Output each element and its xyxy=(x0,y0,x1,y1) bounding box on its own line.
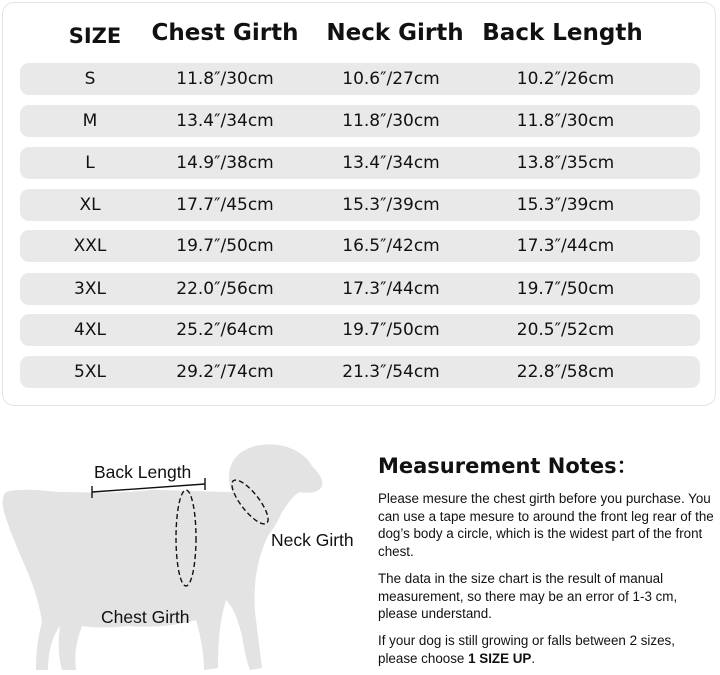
neck-girth-cell: 17.3″/44cm xyxy=(342,279,440,299)
notes-title-colon: ： xyxy=(616,454,638,478)
note-paragraph-error: The data in the size chart is the result of manual measurement, so there may be an error of 1-3 cm, please understand. xyxy=(378,571,678,621)
chest-girth-cell: 22.0″/56cm xyxy=(176,279,274,299)
back-length-cell: 15.3″/39cm xyxy=(516,195,615,215)
chest-girth-cell: 17.7″/45cm xyxy=(176,195,274,215)
table-row xyxy=(20,314,700,346)
note-paragraph-size-up xyxy=(378,632,718,667)
table-row xyxy=(20,189,700,221)
neck-girth-cell: 16.5″/42cm xyxy=(342,236,440,256)
size-cell: M xyxy=(82,111,98,131)
neck-girth-cell: 11.8″/30cm xyxy=(342,111,440,131)
size-cell: 4XL xyxy=(74,320,106,340)
size-cell: XXL xyxy=(73,236,107,256)
header-back-length: Back Length xyxy=(482,20,643,46)
header-chest-girth: Chest Girth xyxy=(151,20,299,46)
back-length-cell: 10.2″/26cm xyxy=(516,69,615,89)
chest-girth-cell: 25.2″/64cm xyxy=(176,320,274,340)
table-row xyxy=(20,105,700,137)
header-neck-girth: Neck Girth xyxy=(326,20,464,46)
notes-title-text: Measurement Notes xyxy=(378,454,617,478)
size-cell: L xyxy=(85,153,95,173)
size-cell: S xyxy=(84,69,96,89)
chest-girth-cell: 11.8″/30cm xyxy=(176,69,274,89)
back-length-cell: 22.8″/58cm xyxy=(516,362,615,382)
note-size-up-text: If your dog is still growing or falls between 2 sizes, please choose xyxy=(378,633,675,666)
neck-girth-cell: 21.3″/54cm xyxy=(342,362,440,382)
chest-girth-cell: 13.4″/34cm xyxy=(176,111,274,131)
header-size: SIZE xyxy=(68,24,122,48)
chest-girth-cell: 14.9″/38cm xyxy=(176,153,274,173)
notes-title xyxy=(378,450,638,480)
chest-girth-label: Chest Girth xyxy=(101,607,190,627)
table-row xyxy=(20,273,700,305)
back-length-cell: 17.3″/44cm xyxy=(516,236,615,256)
back-length-cell: 11.8″/30cm xyxy=(516,111,615,131)
size-cell: 5XL xyxy=(74,362,106,382)
neck-girth-cell: 13.4″/34cm xyxy=(342,153,440,173)
back-length-cell: 13.8″/35cm xyxy=(516,153,615,173)
chest-girth-cell: 29.2″/74cm xyxy=(176,362,274,382)
table-row xyxy=(20,147,700,179)
neck-girth-cell: 19.7″/50cm xyxy=(342,320,440,340)
table-row xyxy=(20,230,700,262)
table-row xyxy=(20,63,700,95)
neck-girth-cell: 15.3″/39cm xyxy=(342,195,440,215)
note-size-up-end: . xyxy=(531,650,536,666)
neck-girth-label: Neck Girth xyxy=(271,530,354,550)
note-paragraph-chest: Please mesure the chest girth before you purchase. You can use a tape mesure to around the front leg rear of the dog’s body a circle, which is the widest part of the front chest. xyxy=(378,491,714,559)
back-length-cell: 19.7″/50cm xyxy=(516,279,615,299)
back-length-cell: 20.5″/52cm xyxy=(516,320,615,340)
back-length-label: Back Length xyxy=(94,462,192,482)
neck-girth-cell: 10.6″/27cm xyxy=(342,69,440,89)
table-row xyxy=(20,356,700,388)
size-cell: XL xyxy=(79,195,101,215)
note-size-up-bold: 1 SIZE UP xyxy=(468,650,532,666)
size-cell: 3XL xyxy=(74,279,106,299)
chest-girth-cell: 19.7″/50cm xyxy=(176,236,274,256)
